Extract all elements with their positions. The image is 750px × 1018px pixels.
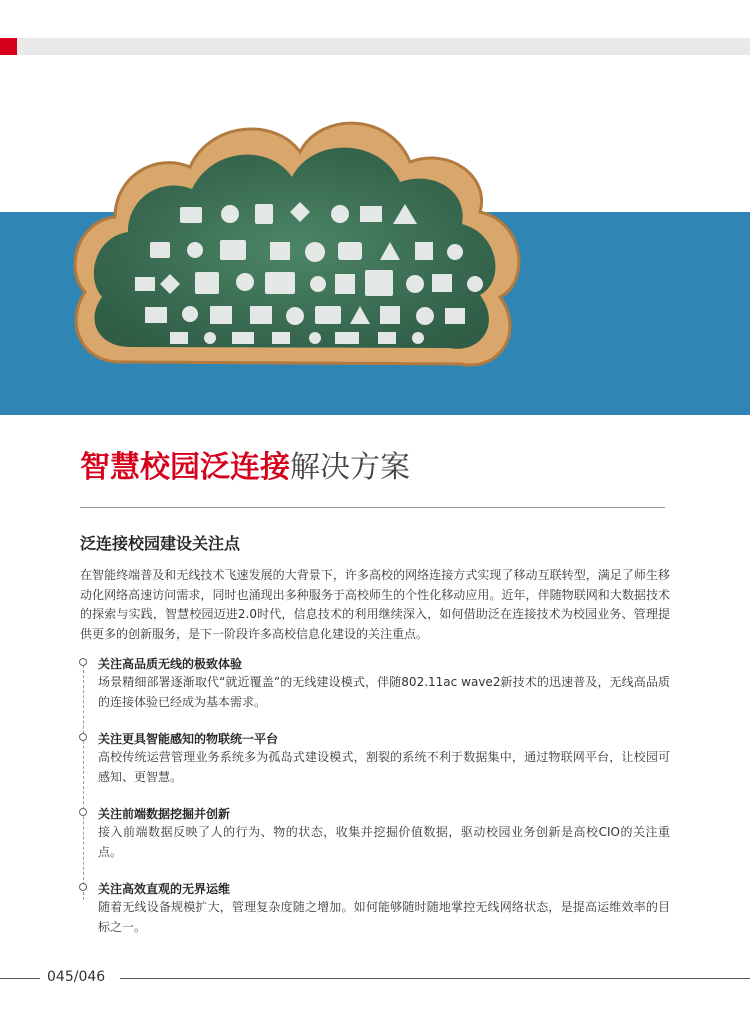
focus-point	[80, 880, 670, 937]
focus-point-body: 接入前端数据反映了人的行为、物的状态，收集并挖掘价值数据，驱动校园业务创新是高校CIO的关注重点。	[98, 825, 670, 859]
focus-point	[80, 805, 670, 862]
title-divider	[80, 507, 665, 508]
focus-point-body: 场景精细部署逐渐取代“就近覆盖”的无线建设模式，伴随802.11ac wave2新技术的迅速普及，无线高品质的连接体验已经成为基本需求。	[98, 675, 670, 709]
section-subtitle: 泛连接校园建设关注点	[80, 534, 241, 553]
intro-paragraph: 在智能终端普及和无线技术飞速发展的大背景下，许多高校的网络连接方式实现了移动互联转型，满足了师生移动化网络高速访问需求，同时也涌现出多种服务于高校师生的个性化移动应用。近年，伴随物联网和大数据技术的探索与实践，智慧校园迈进2.0时代，信息技术的利用继续深入，如何借助泛在连接技术为校园业务、管理提供更多的创新服务，是下一阶段许多高校信息化建设的关注重点。	[80, 568, 670, 641]
focus-point-heading: 关注更具智能感知的物联统一平台	[98, 732, 279, 746]
title-rest: 解决方案	[290, 450, 410, 485]
focus-point	[80, 655, 670, 712]
bullet-circle-icon	[79, 733, 87, 741]
top-bar-red-marker	[0, 38, 17, 55]
bullet-circle-icon	[79, 658, 87, 666]
focus-point-heading: 关注高品质无线的极致体验	[98, 657, 243, 671]
top-bar	[0, 38, 750, 55]
focus-point	[80, 730, 670, 787]
bullet-circle-icon	[79, 883, 87, 891]
title-highlight: 智慧校园泛连接	[80, 450, 290, 485]
bullet-circle-icon	[79, 808, 87, 816]
page-title	[80, 448, 410, 488]
focus-point-heading: 关注高效直观的无界运维	[98, 882, 231, 896]
footer-rule-left	[0, 978, 40, 979]
focus-point-heading: 关注前端数据挖掘并创新	[98, 807, 231, 821]
focus-point-body: 高校传统运营管理业务系统多为孤岛式建设模式，割裂的系统不利于数据集中，通过物联网平台，让校园可感知、更智慧。	[98, 750, 670, 784]
focus-points-list	[80, 655, 670, 955]
page-number: 045/046	[47, 969, 106, 985]
cloud-chalkboard-illustration	[60, 92, 540, 392]
footer-rule-right	[120, 978, 750, 979]
focus-point-body: 随着无线设备规模扩大，管理复杂度随之增加。如何能够随时随地掌控无线网络状态，是提高运维效率的目标之一。	[98, 900, 670, 934]
